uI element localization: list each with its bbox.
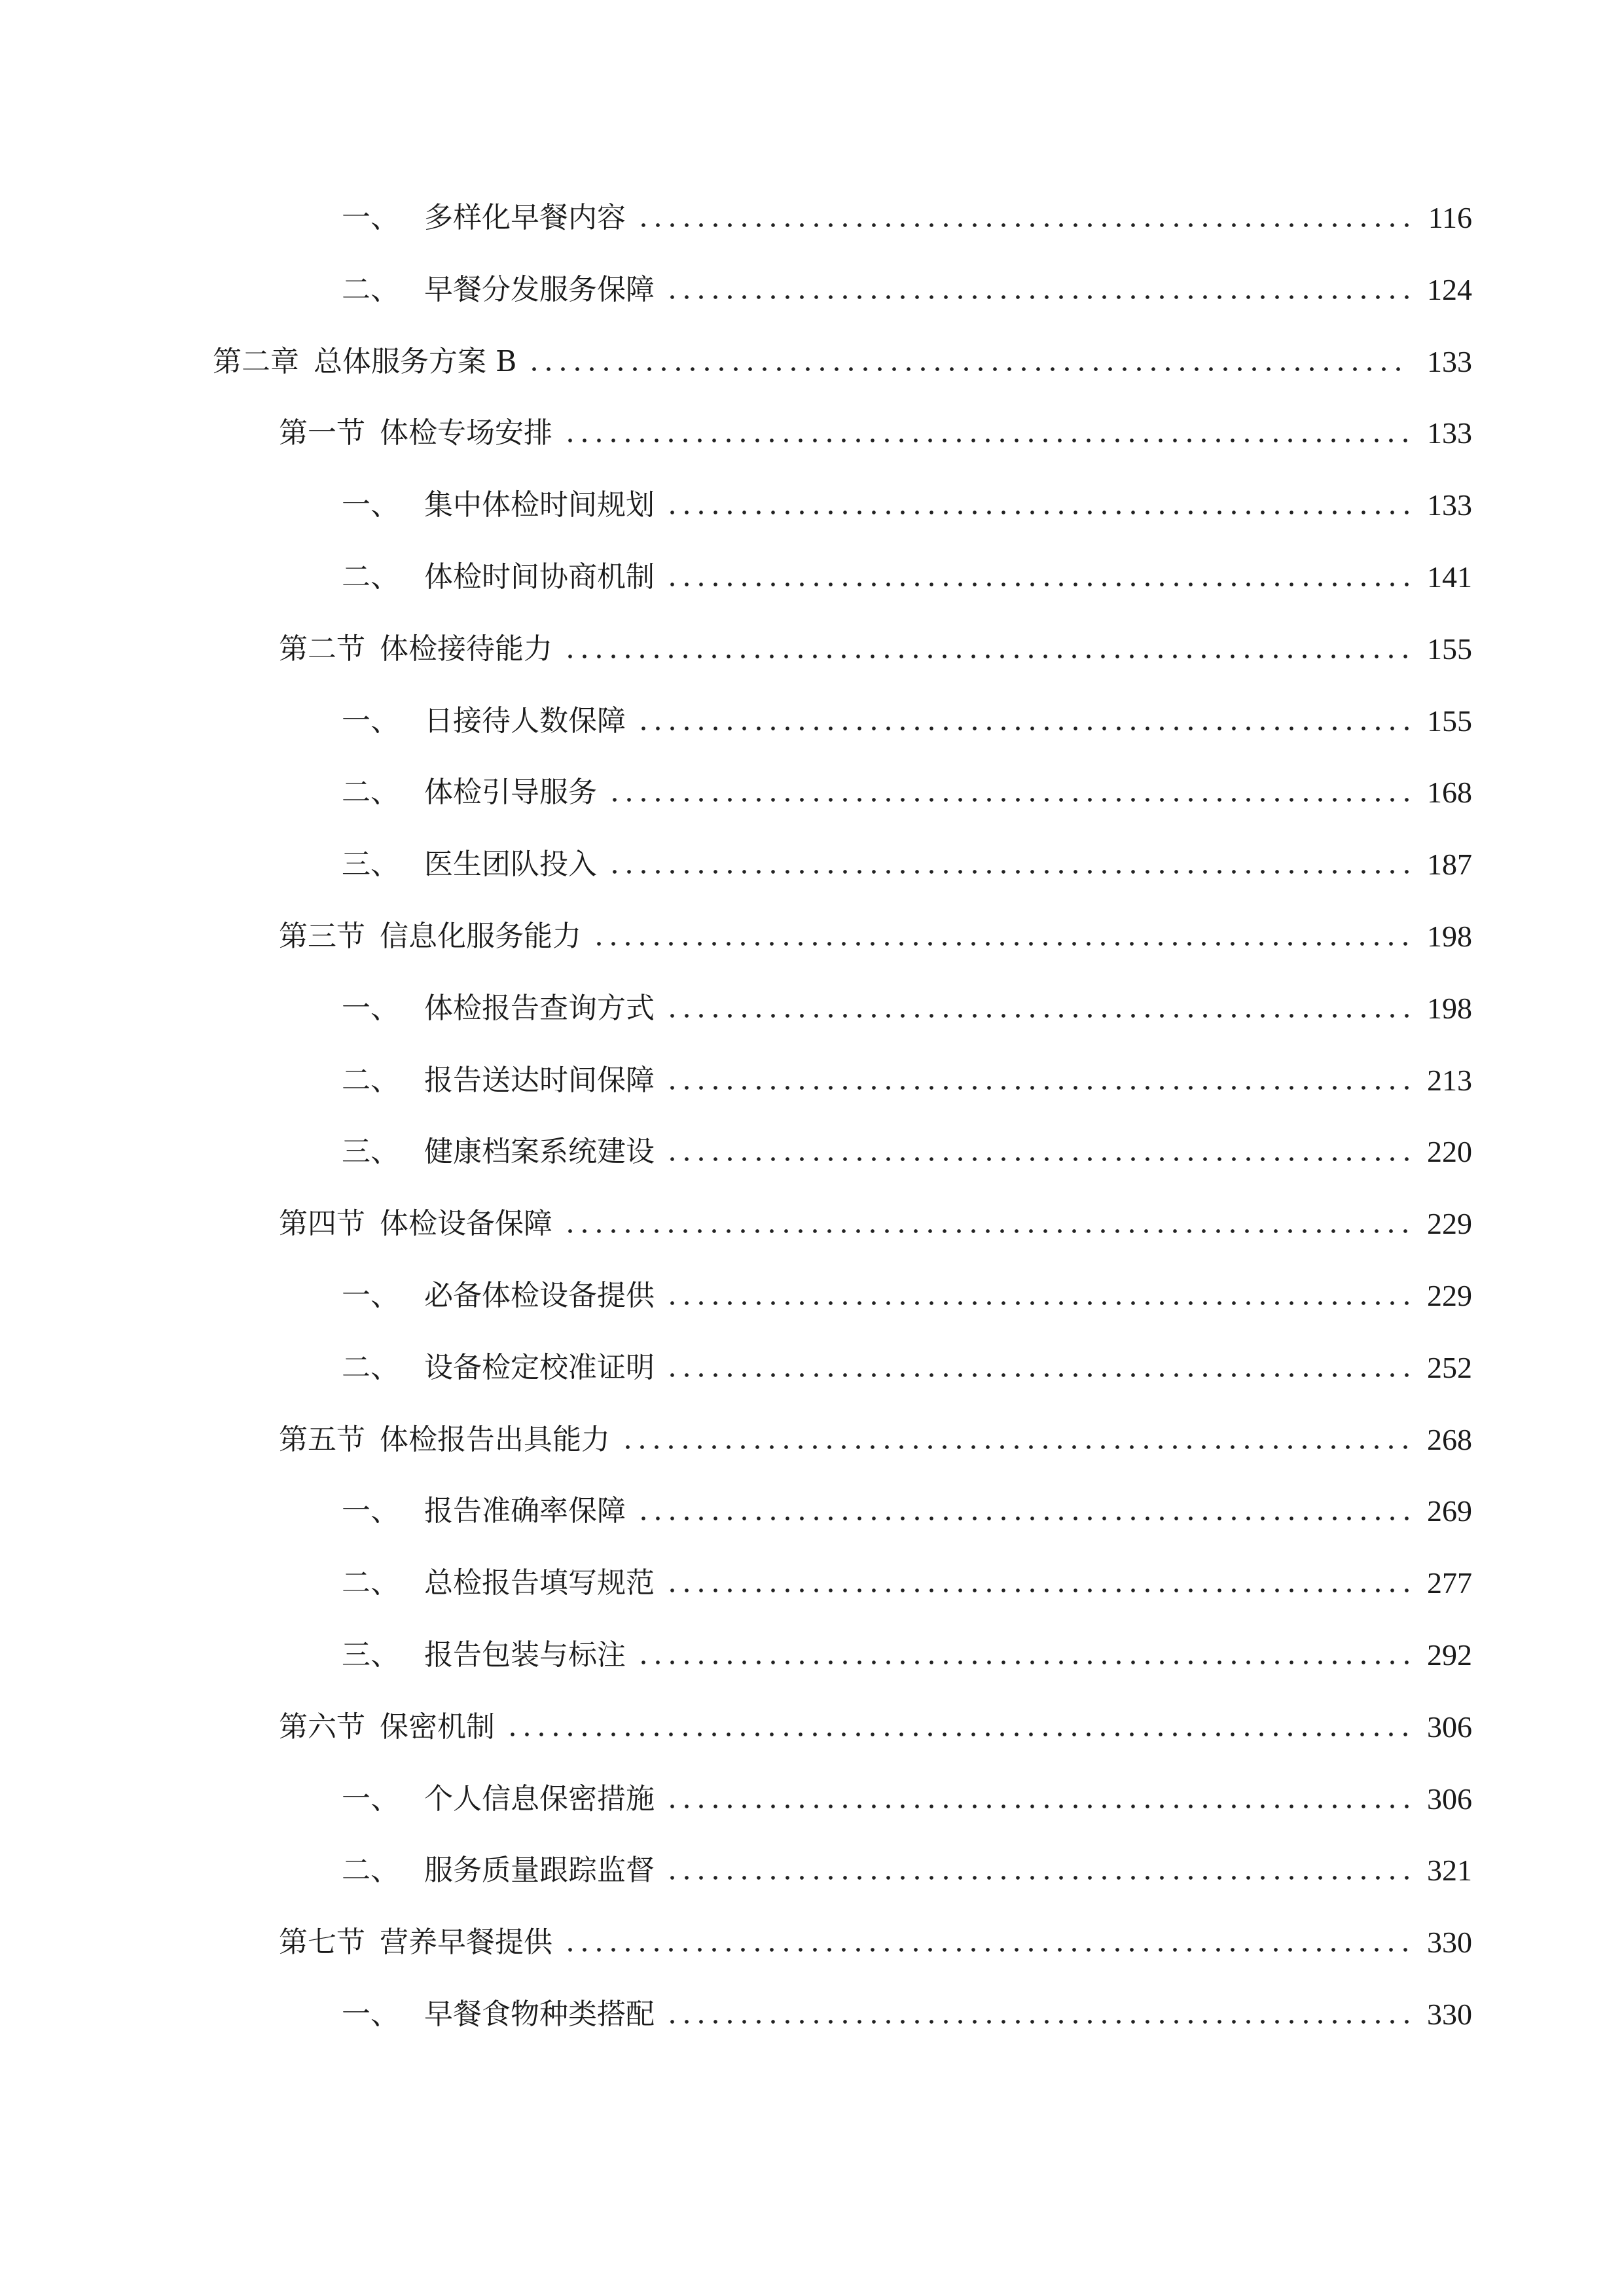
toc-entry-title: 报告包装与标注	[424, 1638, 626, 1672]
toc-entry-number: 第二节	[279, 632, 365, 666]
toc-entry[interactable]	[342, 1054, 1472, 1107]
toc-entry-page-number: 252	[1427, 1351, 1472, 1384]
toc-entry[interactable]	[279, 623, 1472, 675]
toc-entry-page-number: 168	[1427, 776, 1472, 809]
toc-entry[interactable]	[279, 1701, 1472, 1753]
toc-dot-leader	[665, 1876, 1411, 1880]
toc-entry-page-number: 133	[1427, 488, 1472, 522]
toc-entry-number: 第五节	[279, 1423, 365, 1456]
toc-dot-leader	[665, 511, 1411, 514]
toc-entry-number: 第七节	[279, 1926, 365, 1959]
toc-dot-leader	[665, 1588, 1411, 1592]
toc-dot-leader	[563, 1948, 1411, 1952]
toc-entry-title: 信息化服务能力	[380, 920, 581, 953]
toc-entry[interactable]	[342, 766, 1472, 819]
toc-dot-leader	[563, 1229, 1411, 1233]
toc-entry-page-number: 124	[1427, 273, 1472, 306]
toc-entry[interactable]	[342, 479, 1472, 531]
toc-entry[interactable]	[342, 192, 1472, 244]
toc-dot-leader	[563, 439, 1411, 442]
toc-entry-number: 第三节	[279, 920, 365, 953]
toc-entry-page-number: 268	[1427, 1423, 1472, 1456]
toc-dot-leader	[665, 1086, 1411, 1090]
toc-entry-page-number: 213	[1427, 1064, 1472, 1097]
toc-entry-title: 设备检定校准证明	[424, 1351, 655, 1384]
toc-entry-page-number: 306	[1427, 1710, 1472, 1744]
toc-entry[interactable]	[279, 407, 1472, 459]
toc-entry-page-number: 277	[1427, 1566, 1472, 1600]
toc-entry[interactable]	[213, 336, 1472, 388]
toc-entry-page-number: 306	[1427, 1782, 1472, 1816]
toc-entry-number: 三、	[342, 848, 399, 881]
toc-dot-leader	[665, 1804, 1411, 1808]
toc-entry-page-number: 133	[1427, 345, 1472, 378]
toc-dot-leader	[563, 655, 1411, 658]
toc-entry[interactable]	[279, 1414, 1472, 1466]
toc-entry-number: 一、	[342, 992, 399, 1025]
toc-entry[interactable]	[342, 264, 1472, 316]
toc-entry-title: 报告准确率保障	[424, 1494, 626, 1528]
toc-entry-number: 二、	[342, 1351, 399, 1384]
toc-entry-page-number: 330	[1427, 1998, 1472, 2031]
toc-dot-leader	[636, 1660, 1411, 1664]
toc-entry-title: 体检设备保障	[380, 1207, 552, 1240]
toc-dot-leader	[607, 798, 1411, 802]
toc-entry-page-number: 198	[1427, 992, 1472, 1025]
toc-entry-page-number: 220	[1427, 1135, 1472, 1168]
toc-entry[interactable]	[342, 1988, 1472, 2041]
toc-entry-number: 二、	[342, 1854, 399, 1887]
toc-entry-title: 营养早餐提供	[380, 1926, 552, 1959]
toc-dot-leader	[665, 1373, 1411, 1377]
toc-entry[interactable]	[279, 1916, 1472, 1969]
toc-entry-page-number: 292	[1427, 1638, 1472, 1672]
toc-entry-page-number: 155	[1427, 632, 1472, 666]
toc-entry-number: 第一节	[279, 416, 365, 450]
toc-dot-leader	[665, 1014, 1411, 1018]
toc-entry-number: 一、	[342, 488, 399, 522]
toc-entry-title: 早餐食物种类搭配	[424, 1998, 655, 2031]
toc-entry[interactable]	[342, 982, 1472, 1035]
toc-entry-number: 一、	[342, 1494, 399, 1528]
toc-entry-page-number: 330	[1427, 1926, 1472, 1959]
toc-entry-number: 二、	[342, 1064, 399, 1097]
toc-dot-leader	[592, 942, 1411, 946]
toc-entry-page-number: 133	[1427, 416, 1472, 450]
toc-entry[interactable]	[279, 1198, 1472, 1250]
toc-entry-page-number: 141	[1427, 560, 1472, 594]
toc-entry[interactable]	[342, 1557, 1472, 1609]
toc-dot-leader	[527, 367, 1411, 371]
toc-dot-leader	[636, 223, 1411, 227]
toc-dot-leader	[665, 1157, 1411, 1161]
toc-dot-leader	[665, 295, 1411, 299]
toc-entry-number: 一、	[342, 201, 399, 234]
toc-dot-leader	[636, 1516, 1411, 1520]
toc-entry-number: 二、	[342, 560, 399, 594]
toc-entry[interactable]	[342, 551, 1472, 603]
toc-entry-page-number: 229	[1427, 1207, 1472, 1240]
toc-dot-leader	[607, 870, 1411, 874]
toc-entry[interactable]	[342, 1844, 1472, 1897]
toc-entry-title: 集中体检时间规划	[424, 488, 655, 522]
toc-entry[interactable]	[342, 1342, 1472, 1394]
toc-entry-title: 必备体检设备提供	[424, 1279, 655, 1312]
toc-entry-page-number: 116	[1428, 201, 1472, 234]
toc-entry-title: 医生团队投入	[424, 848, 597, 881]
toc-entry-title: 多样化早餐内容	[424, 201, 626, 234]
toc-entry-page-number: 269	[1427, 1494, 1472, 1528]
toc-entry-title: 服务质量跟踪监督	[424, 1854, 655, 1887]
toc-entry-title: 总体服务方案 B	[314, 345, 517, 378]
toc-entry-title: 体检时间协商机制	[424, 560, 655, 594]
toc-entry-title: 体检引导服务	[424, 776, 597, 809]
toc-entry-number: 一、	[342, 704, 399, 738]
toc-entry-title: 体检接待能力	[380, 632, 552, 666]
toc-dot-leader	[665, 1301, 1411, 1305]
toc-dot-leader	[665, 2020, 1411, 2024]
toc-entry[interactable]	[279, 910, 1472, 963]
toc-entry-number: 二、	[342, 1566, 399, 1600]
toc-entry[interactable]	[342, 1629, 1472, 1681]
toc-entry[interactable]	[342, 1126, 1472, 1178]
toc-entry-number: 一、	[342, 1782, 399, 1816]
toc-entry-title: 早餐分发服务保障	[424, 273, 655, 306]
toc-entry-title: 体检报告出具能力	[380, 1423, 610, 1456]
toc-entry-title: 日接待人数保障	[424, 704, 626, 738]
toc-entry[interactable]	[342, 1485, 1472, 1537]
toc-entry[interactable]	[342, 695, 1472, 747]
toc-entry-number: 一、	[342, 1279, 399, 1312]
toc-entry-page-number: 198	[1427, 920, 1472, 953]
toc-entry[interactable]	[342, 1773, 1472, 1825]
toc-entry-number: 第二章	[213, 345, 299, 378]
toc-dot-leader	[636, 726, 1411, 730]
toc-dot-leader	[621, 1445, 1411, 1449]
toc-entry-number: 第六节	[279, 1710, 365, 1744]
toc-entry-title: 保密机制	[380, 1710, 495, 1744]
toc-entry-title: 体检报告查询方式	[424, 992, 655, 1025]
toc-entry-number: 第四节	[279, 1207, 365, 1240]
toc-entry-title: 健康档案系统建设	[424, 1135, 655, 1168]
toc-entry-page-number: 321	[1427, 1854, 1472, 1887]
toc-entry-page-number: 229	[1427, 1279, 1472, 1312]
toc-dot-leader	[505, 1732, 1411, 1736]
toc-entry-title: 总检报告填写规范	[424, 1566, 655, 1600]
toc-entry-number: 二、	[342, 273, 399, 306]
toc-entry-title: 个人信息保密措施	[424, 1782, 655, 1816]
toc-entry[interactable]	[342, 838, 1472, 891]
toc-entry-page-number: 155	[1427, 704, 1472, 738]
toc-entry-number: 三、	[342, 1638, 399, 1672]
toc-dot-leader	[665, 583, 1411, 586]
toc-entry-title: 体检专场安排	[380, 416, 552, 450]
toc-entry-title: 报告送达时间保障	[424, 1064, 655, 1097]
toc-entry-number: 一、	[342, 1998, 399, 2031]
toc-entry-page-number: 187	[1427, 848, 1472, 881]
toc-entry-number: 三、	[342, 1135, 399, 1168]
toc-entry[interactable]	[342, 1270, 1472, 1322]
toc-entry-number: 二、	[342, 776, 399, 809]
